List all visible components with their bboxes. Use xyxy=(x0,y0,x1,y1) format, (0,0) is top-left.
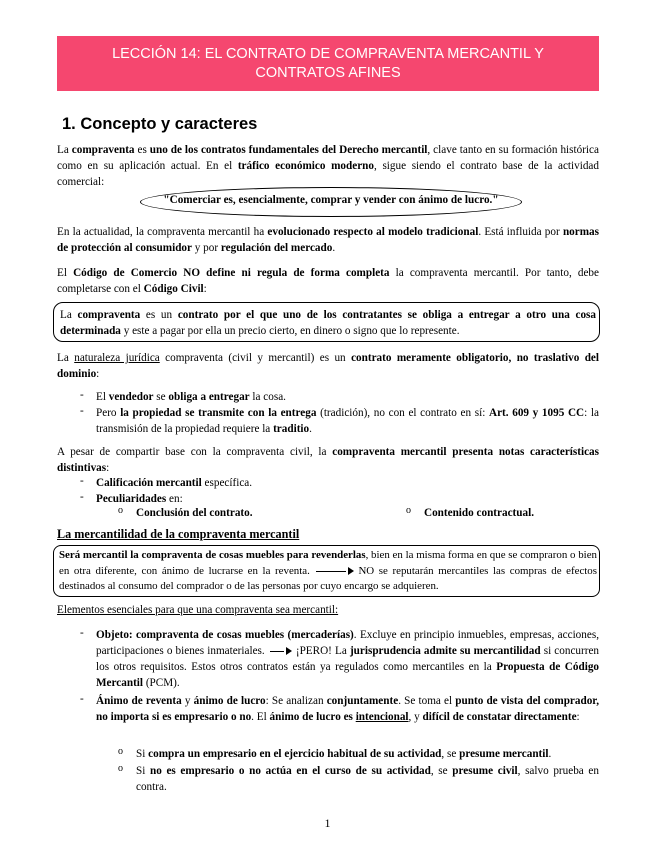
quote-text: "Comerciar es, esencialmente, comprar y vender con ánimo de lucro." xyxy=(163,194,499,206)
list-dash: - xyxy=(80,389,84,401)
sub-bullet: o xyxy=(118,746,123,757)
list-item-property: Pero la propiedad se transmite con la entrega (tradición), no con el contrato en sí: Art. 609 y 1095 CC: la transmisión de la propiedad requiere la traditio. xyxy=(96,407,599,435)
list-dash: - xyxy=(80,693,84,705)
commercial-code-paragraph: El Código de Comercio NO define ni regula de forma completa la compraventa mercantil. Por tanto, debe completarse con el Código Civil: xyxy=(57,267,599,295)
sub-item-content: Contenido contractual. xyxy=(424,507,535,519)
list-dash: - xyxy=(80,475,84,487)
lesson-title-line-2: CONTRATOS AFINES xyxy=(255,64,401,81)
evolution-paragraph: En la actualidad, la compraventa mercantil ha evolucionado respecto al modelo tradicional. Está influida por normas de protección al consumidor y por regulación del mercado. xyxy=(57,226,599,254)
list-item-seller: El vendedor se obliga a entregar la cosa. xyxy=(96,391,286,403)
mercantility-subheading: La mercantilidad de la compraventa mercantil xyxy=(57,527,300,541)
list-item-intent: Ánimo de reventa y ánimo de lucro: Se analizan conjuntamente. Se toma el punto de vista del comprador, no importa si es empresario o no. El ánimo de lucro es intencional, y difícil de constatar directamente: xyxy=(96,695,600,723)
arrow-line xyxy=(316,571,346,572)
intro-paragraph: La compraventa es uno de los contratos fundamentales del Derecho mercantil, clave tanto en su formación histórica como en su aplicación actual. En el tráfico económico moderno, sigue siendo el contrato base de la actividad comercial: xyxy=(57,144,599,188)
list-dash: - xyxy=(80,491,84,503)
arrow-right-icon xyxy=(286,647,292,655)
list-dash: - xyxy=(80,405,84,417)
section-heading: 1. Concepto y caracteres xyxy=(62,115,258,133)
arrow-line xyxy=(270,651,284,652)
distinctive-notes-paragraph: A pesar de compartir base con la compraventa civil, la compraventa mercantil presenta notas características distintivas: xyxy=(57,446,600,474)
sub-bullet: o xyxy=(406,505,411,516)
elements-title: Elementos esenciales para que una compraventa sea mercantil: xyxy=(57,604,339,616)
sub-bullet: o xyxy=(118,763,123,774)
sub-item-conclusion: Conclusión del contrato. xyxy=(136,507,253,519)
list-item-peculiarities: Peculiaridades en: xyxy=(96,493,183,505)
mercantility-box-text: Será mercantil la compraventa de cosas muebles para revenderlas, bien en la misma forma en que se compraron o bien en otra diferente, con ánimo de lucrarse en la reventa. NO se reputarán mercantiles las compras de efectos destinados al consumo del comprador o de las personas por cuyo encargo se adquieren. xyxy=(59,549,597,592)
legal-nature-paragraph: La naturaleza jurídica compraventa (civil y mercantil) es un contrato meramente obligatorio, no traslativo del dominio: xyxy=(57,352,599,380)
page-number: 1 xyxy=(324,816,331,830)
sub-bullet: o xyxy=(118,505,123,516)
list-item-object: Objeto: compraventa de cosas muebles (mercaderías). Excluye en principio inmuebles, empresas, acciones, participaciones o bienes inmateriales. ¡PERO! La jurisprudencia admite su mercantilidad si concurren los otros requisitos. Estos otros contratos están ya regulados como mercantiles en la Propuesta de Código Mercantil (PCM). xyxy=(96,629,600,689)
definition-text: La compraventa es un contrato por el que uno de los contratantes se obliga a entregar a otro una cosa determinada y este a pagar por ella un precio cierto, en dinero o signo que lo represente. xyxy=(60,309,596,337)
sub-item-non-entrepreneur: Si no es empresario o no actúa en el curso de su actividad, se presume civil, salvo prueba en contra. xyxy=(136,765,599,793)
list-item-qualification: Calificación mercantil específica. xyxy=(96,477,253,489)
lesson-title-line-1: LECCIÓN 14: EL CONTRATO DE COMPRAVENTA MERCANTIL Y xyxy=(112,45,544,62)
lesson-title-banner xyxy=(57,36,599,91)
list-dash: - xyxy=(80,627,84,639)
sub-item-entrepreneur: Si compra un empresario en el ejercicio habitual de su actividad, se presume mercantil. xyxy=(136,748,552,760)
arrow-right-icon xyxy=(348,567,354,575)
